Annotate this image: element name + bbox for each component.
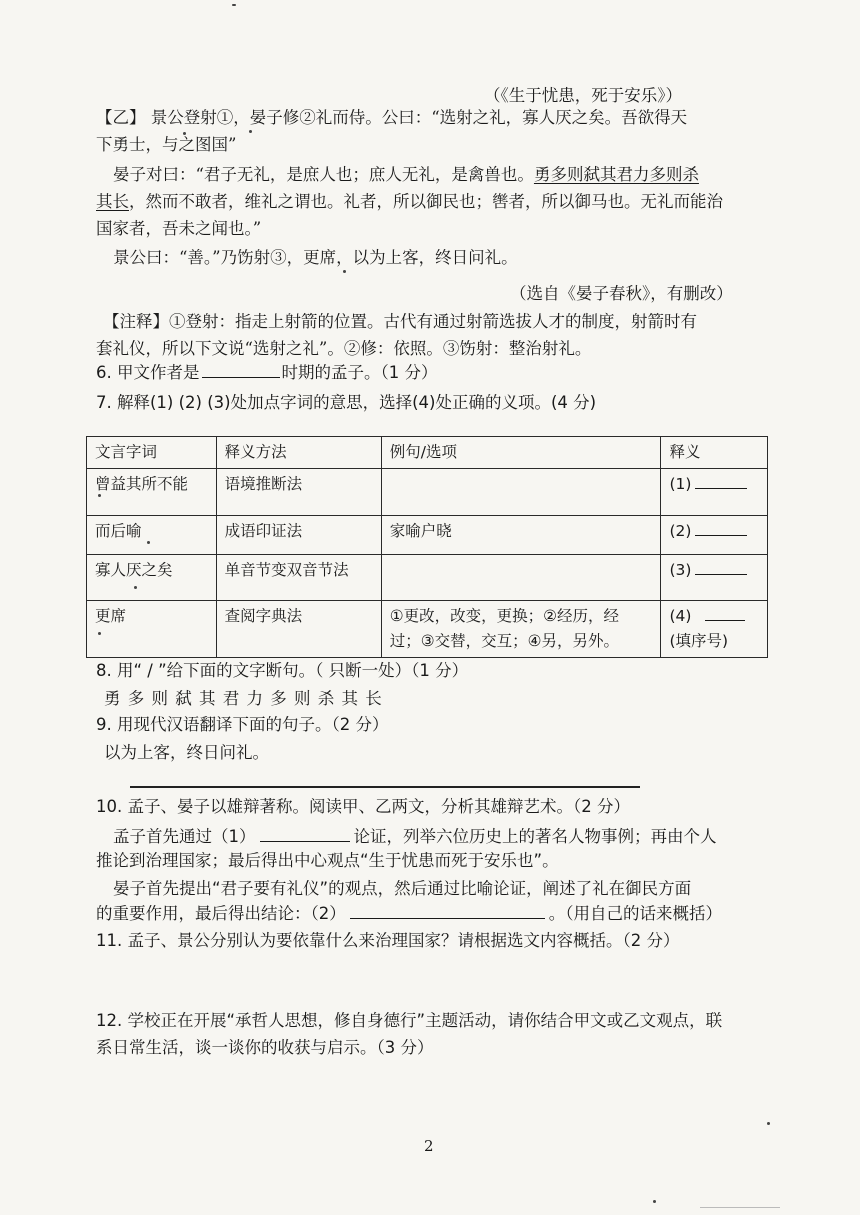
underlined-sentence: 勇多则弑其君力多则杀 bbox=[533, 165, 699, 184]
question-10-line: 推论到治理国家；最后得出中心观点“生于忧患而死于安乐也”。 bbox=[96, 851, 559, 870]
question-8-text: 勇 多 则 弑 其 君 力 多 则 杀 其 长 bbox=[104, 689, 383, 708]
passage-text: 晏子对曰：“君子无礼，是庶人也；庶人无礼，是禽兽也。 bbox=[113, 165, 534, 184]
passage-b-line: 景公曰：“善。”乃饬射③，更席，以为上客，终日问礼。 bbox=[113, 248, 518, 267]
table-cell bbox=[381, 555, 661, 601]
table-header: 释义 bbox=[661, 437, 768, 469]
passage-b-line: 国家者，吾未之闻也。” bbox=[96, 219, 262, 238]
table-cell: 单音节变双音节法 bbox=[216, 555, 381, 601]
question-12: 12. 学校正在开展“承哲人思想，修自身德行”主题活动，请你结合甲文或乙文观点，联 bbox=[96, 1011, 723, 1030]
scan-speck bbox=[653, 1200, 656, 1203]
question-9: 9. 用现代汉语翻译下面的句子。（2 分） bbox=[96, 715, 389, 734]
emphasis-dot bbox=[98, 494, 101, 497]
passage-b-line: 【乙】 景公登射①，晏子修②礼而侍。公曰：“选射之礼，寡人厌之矣。吾欲得天 bbox=[96, 108, 688, 127]
scan-edge bbox=[700, 1207, 780, 1208]
answer-blank[interactable] bbox=[695, 560, 747, 575]
question-10-line: 晏子首先提出“君子要有礼仪”的观点，然后通过比喻论证，阐述了礼在御民方面 bbox=[113, 879, 692, 898]
question-text: 6. 甲文作者是 bbox=[96, 363, 200, 382]
emphasis-dot bbox=[249, 130, 252, 133]
emphasis-dot bbox=[343, 270, 346, 273]
page-number: 2 bbox=[424, 1137, 434, 1155]
table-cell: 查阅字典法 bbox=[216, 601, 381, 658]
passage-b-line bbox=[96, 191, 723, 213]
question-text: 时期的孟子。（1 分） bbox=[281, 363, 438, 382]
question-10-line bbox=[96, 903, 722, 925]
annotation-line: 套礼仪，所以下文说“选射之礼”。②修：依照。③饬射：整治射礼。 bbox=[96, 339, 592, 358]
table-cell[interactable] bbox=[661, 555, 768, 601]
table-cell: 家喻户晓 bbox=[381, 516, 661, 555]
annotation-line: 【注释】①登射：指走上射箭的位置。古代有通过射箭选拔人才的制度，射箭时有 bbox=[103, 312, 697, 331]
table-header: 释义方法 bbox=[216, 437, 381, 469]
answer-blank[interactable] bbox=[695, 521, 747, 536]
answer-line[interactable] bbox=[130, 786, 640, 788]
table-header: 文言字词 bbox=[87, 437, 217, 469]
blank-hint: (填序号) bbox=[669, 632, 729, 650]
emphasis-dot bbox=[98, 632, 101, 635]
answer-blank[interactable] bbox=[260, 827, 350, 842]
table-cell: 而后喻 bbox=[87, 516, 217, 555]
option-line: 过；③交替，交互；④另，另外。 bbox=[389, 632, 620, 650]
question-10-line bbox=[113, 826, 717, 848]
answer-blank[interactable] bbox=[705, 606, 745, 621]
blank-label: (3) bbox=[669, 561, 692, 579]
scan-speck bbox=[232, 4, 236, 6]
scan-speck bbox=[767, 1122, 770, 1125]
passage-b-line: 下勇士，与之图国” bbox=[96, 135, 237, 154]
answer-blank[interactable] bbox=[350, 904, 545, 919]
question-9-text: 以为上客，终日问礼。 bbox=[104, 743, 269, 762]
answer-blank[interactable] bbox=[695, 474, 747, 489]
question-text: 。（用自己的话来概括） bbox=[548, 904, 722, 923]
blank-label: (1) bbox=[669, 475, 692, 493]
table-cell: 语境推断法 bbox=[216, 469, 381, 516]
blank-label: (2) bbox=[669, 522, 692, 540]
question-6 bbox=[96, 362, 438, 384]
table-cell: 寡人厌之矣 bbox=[87, 555, 217, 601]
passage-b-source: （选自《晏子春秋》，有删改） bbox=[510, 284, 733, 303]
table-cell[interactable] bbox=[661, 516, 768, 555]
emphasis-dot bbox=[134, 586, 137, 589]
table-row bbox=[87, 516, 768, 555]
question-text: 论证，列举六位历史上的著名人物事例；再由个人 bbox=[353, 827, 717, 846]
table-cell bbox=[381, 469, 661, 516]
passage-a-source: （《生于忧患，死于安乐》） bbox=[484, 86, 682, 105]
option-line: ①更改，改变，更换；②经历，经 bbox=[389, 607, 620, 625]
answer-blank[interactable] bbox=[202, 363, 280, 378]
table-row bbox=[87, 555, 768, 601]
question-11: 11. 孟子、景公分别认为要依靠什么来治理国家？请根据选文内容概括。（2 分） bbox=[96, 931, 680, 950]
passage-b-line bbox=[113, 164, 699, 186]
table-row bbox=[87, 469, 768, 516]
table-cell[interactable] bbox=[661, 469, 768, 516]
table-cell bbox=[381, 601, 661, 658]
question-text: 的重要作用，最后得出结论：（2） bbox=[96, 904, 346, 923]
table-header-row bbox=[87, 437, 768, 469]
blank-label: (4) bbox=[669, 607, 692, 625]
table-cell: 更席 bbox=[87, 601, 217, 658]
question-7: 7. 解释(1) (2) (3)处加点字词的意思，选择(4)处正确的义项。(4 分) bbox=[96, 393, 597, 412]
question-8: 8. 用“ / ”给下面的文字断句。（ 只断一处）（1 分） bbox=[96, 661, 469, 680]
table-header: 例句/选项 bbox=[381, 437, 661, 469]
table-cell[interactable] bbox=[661, 601, 768, 658]
emphasis-dot bbox=[147, 541, 150, 544]
passage-text: ，然而不敢者，维礼之谓也。礼者，所以御民也；辔者，所以御马也。无礼而能治 bbox=[129, 192, 723, 211]
underlined-sentence: 其长 bbox=[96, 192, 129, 211]
question-10: 10. 孟子、晏子以雄辩著称。阅读甲、乙两文，分析其雄辩艺术。（2 分） bbox=[96, 797, 630, 816]
table-cell: 曾益其所不能 bbox=[87, 469, 217, 516]
table-cell: 成语印证法 bbox=[216, 516, 381, 555]
vocabulary-table bbox=[86, 436, 768, 658]
emphasis-dot bbox=[183, 132, 186, 135]
table-row bbox=[87, 601, 768, 658]
question-text: 孟子首先通过（1） bbox=[113, 827, 256, 846]
question-12: 系日常生活，谈一谈你的收获与启示。（3 分） bbox=[96, 1038, 434, 1057]
